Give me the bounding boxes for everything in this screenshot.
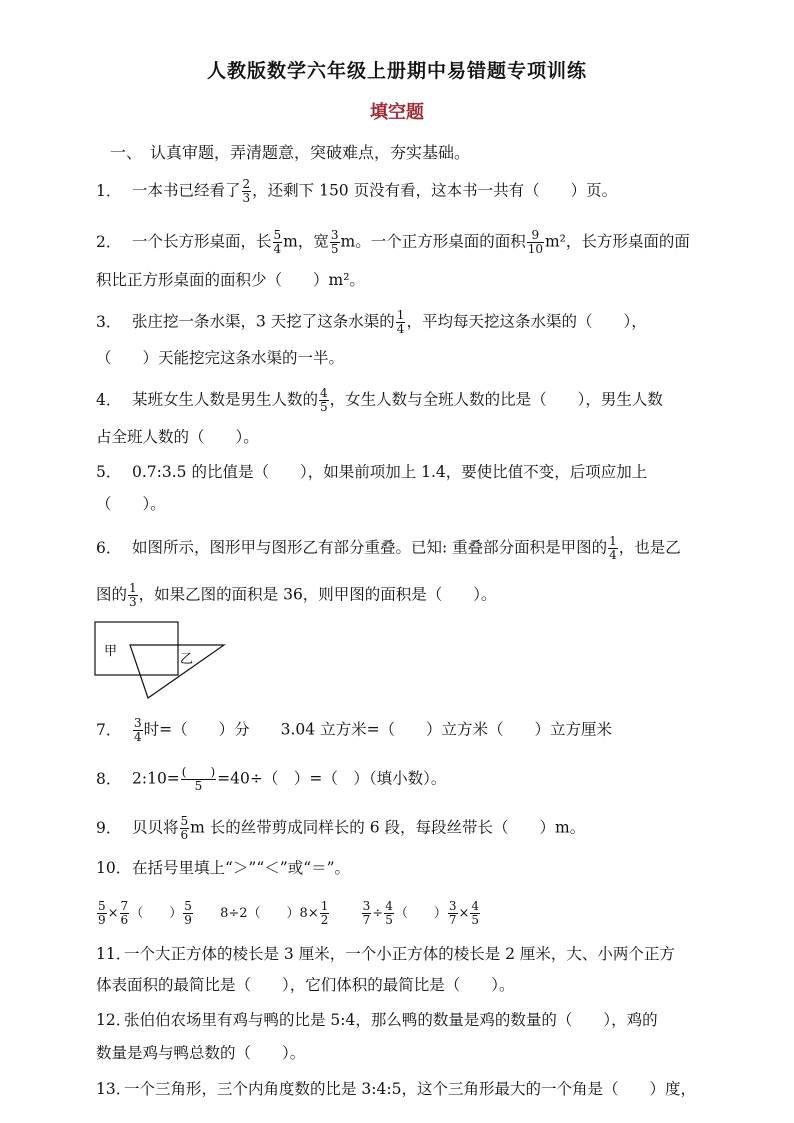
question-1: 1． 一本书已经看了 $\frac{2}{3}$ ，还剩下 150 页没有看，这本书一共有（ ）页。 (96, 177, 618, 205)
fraction: $\frac{5}{6}$ (180, 814, 189, 842)
question-10: 10．在括号里填上“＞”“＜”或“＝”。 (96, 859, 351, 877)
fraction: $\frac{5}{4}$ (273, 228, 282, 256)
overlap-figure (90, 617, 230, 702)
question-number: 5． (96, 463, 122, 481)
question-4: 4． 某班女生人数是男生人数的 $\frac{4}{5}$ ，女生人数与全班人数的比是（ ），男生人数 (96, 386, 663, 414)
question-10-expressions (96, 900, 481, 927)
question-9: 9． 贝贝将 $\frac{5}{6}$ m 长的丝带剪成同样长的 6 段，每段丝带长（ ）m。 (96, 814, 586, 842)
label-jia: 甲 (104, 644, 118, 659)
page-title: 人教版数学六年级上册期中易错题专项训练 (206, 60, 587, 82)
question-5-line2: （ ）。 (96, 495, 166, 513)
fraction: $\frac{9}{10}$ (527, 228, 543, 256)
question-12-line2: 数量是鸡与鸭总数的（ ）。 (96, 1044, 306, 1062)
triangle-yi (130, 645, 224, 698)
question-2-line2: 积比正方形桌面的面积少（ ）m²。 (96, 271, 365, 289)
question-6: 6． 如图所示，图形甲与图形乙有部分重叠。已知: 重叠部分面积是甲图的 $\frac{1}{4}$ ，也是乙 (96, 534, 681, 562)
question-12: 12．张伯伯农场里有鸡与鸭的比是 5:4，那么鸭的数量是鸡的数量的（ ），鸡的 (96, 1011, 658, 1029)
question-8: 8． 2:10= $\frac{( )}{5}$ =40÷（ ）=（ ）（填小数）。 (96, 765, 447, 793)
fraction: $\frac{3}{5}$ (330, 228, 339, 256)
question-3: 3． 张庄挖一条水渠，3 天挖了这条水渠的 $\frac{1}{4}$ ，平均每天挖这条水渠的（ ）， (96, 308, 647, 336)
question-number: 12． (96, 1011, 132, 1029)
label-yi: 乙 (180, 652, 194, 667)
question-number: 4． (96, 390, 122, 409)
fraction: $\frac{1}{4}$ (396, 308, 405, 336)
question-number: 8． (96, 769, 122, 788)
comparison-3: $\frac{3}{7}$ ÷ $\frac{4}{5}$ （ ） $\frac{3}{7}$ × $\frac{4}{5}$ (362, 899, 480, 927)
comparison-2: 8÷2（ ）8× $\frac{1}{2}$ (220, 899, 329, 927)
question-number: 1． (96, 181, 122, 200)
question-3-line2: （ ）天能挖完这条水渠的一半。 (96, 349, 345, 367)
question-number: 9． (96, 818, 122, 837)
question-number: 11． (96, 945, 132, 963)
question-number: 3． (96, 312, 122, 331)
section-heading: 一、 认真审题，弄清题意，突破难点，夯实基础。 (110, 143, 471, 162)
question-5: 5． 0.7:3.5 的比值是（ ），如果前项加上 1.4，要使比值不变，后项应加上 (96, 463, 648, 481)
question-number: 7． (96, 720, 122, 739)
fraction: $\frac{4}{5}$ (320, 386, 328, 414)
question-11: 11．一个大正方体的棱长是 3 厘米，一个小正方体的棱长是 2 厘米，大、小两个正方 (96, 945, 675, 963)
question-number: 10． (96, 859, 132, 877)
question-number: 13． (96, 1080, 132, 1098)
question-6-line2: 图的 $\frac{1}{3}$ ，如果乙图的面积是 36，则甲图的面积是（ ）。 (96, 581, 497, 609)
question-number: 6． (96, 538, 122, 557)
question-4-line2: 占全班人数的（ ）。 (96, 428, 259, 446)
fraction: $\frac{1}{4}$ (609, 534, 617, 562)
page-subtitle: 填空题 (370, 102, 424, 123)
question-7: 7． $\frac{3}{4}$ 时=（ ）分 3.04 立方米=（ ）立方米（ ）立方厘米 (96, 716, 613, 744)
question-2: 2． 一个长方形桌面，长 $\frac{5}{4}$ m，宽 $\frac{3}{5}$ m。一个正方形桌面的面积 $\frac{9}{10}$ m²，长方形桌面的面 (96, 228, 690, 256)
comparison-1: $\frac{5}{9}$ × $\frac{7}{6}$ （ ） $\frac{5}{9}$ (98, 899, 192, 927)
fraction: $\frac{2}{3}$ (242, 177, 251, 205)
fraction: $\frac{3}{4}$ (134, 716, 142, 744)
fraction: $\frac{1}{3}$ (129, 581, 137, 609)
question-number: 2． (96, 232, 122, 251)
question-13: 13．一个三角形，三个内角度数的比是 3:4:5，这个三角形最大的一个角是（ ）度， (96, 1080, 696, 1098)
question-11-line2: 体表面积的最简比是（ ），它们体积的最简比是（ ）。 (96, 976, 515, 994)
fraction: $\frac{( )}{5}$ (181, 765, 216, 793)
